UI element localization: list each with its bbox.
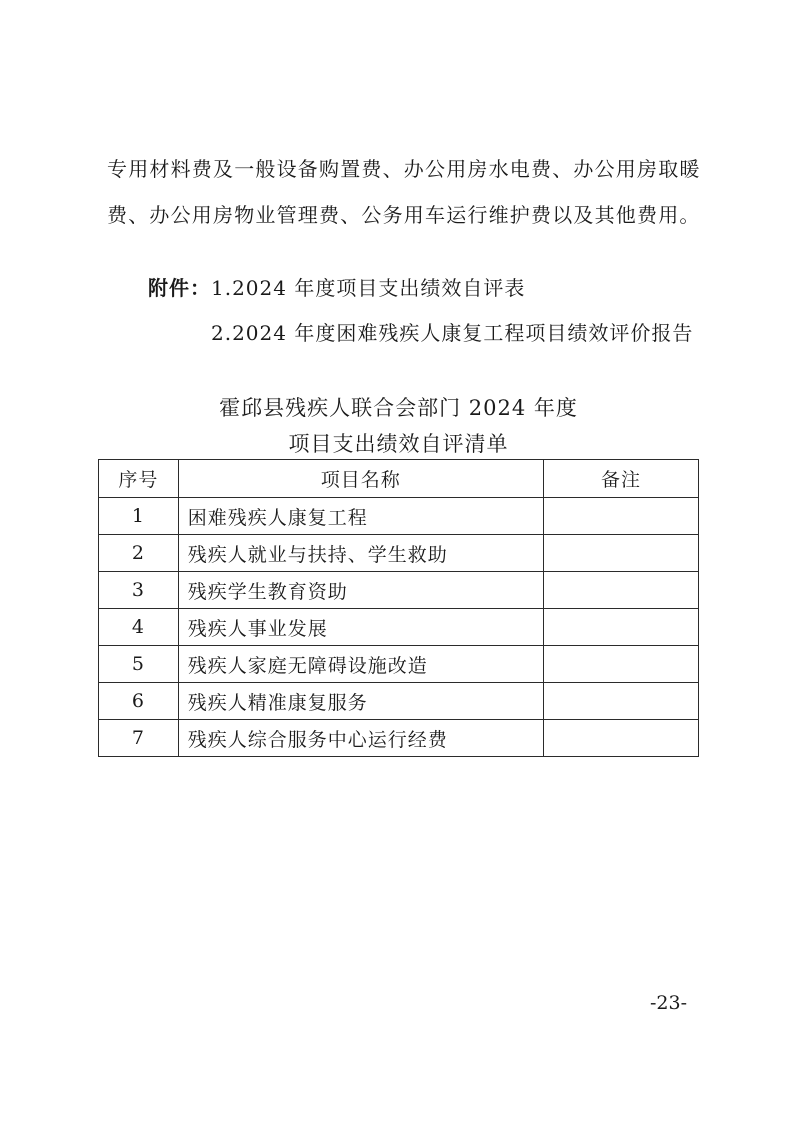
paragraph-line-2: 费、办公用房物业管理费、公务用车运行维护费以及其他费用。 xyxy=(107,203,701,227)
attachment-line-1 xyxy=(148,269,525,307)
table-row xyxy=(99,572,699,609)
table-row xyxy=(99,535,699,572)
table-title-line-1: 霍邱县残疾人联合会部门 2024 年度 xyxy=(219,396,578,420)
cell-seq: 4 xyxy=(99,609,179,646)
attachment-label: 附件： xyxy=(148,276,211,300)
table-row xyxy=(99,646,699,683)
cell-seq: 3 xyxy=(99,572,179,609)
cell-seq: 2 xyxy=(99,535,179,572)
cell-remark xyxy=(543,683,698,720)
cell-project-name: 残疾人事业发展 xyxy=(178,609,543,646)
cell-project-name: 残疾人精准康复服务 xyxy=(178,683,543,720)
cell-project-name: 残疾学生教育资助 xyxy=(178,572,543,609)
cell-seq: 6 xyxy=(99,683,179,720)
header-remark: 备注 xyxy=(543,460,698,498)
cell-project-name: 残疾人家庭无障碍设施改造 xyxy=(178,646,543,683)
project-list-table xyxy=(98,459,699,757)
paragraph-line-1: 专用材料费及一般设备购置费、办公用房水电费、办公用房取暖 xyxy=(107,157,701,181)
header-project-name: 项目名称 xyxy=(178,460,543,498)
body-paragraph xyxy=(107,146,707,238)
cell-project-name: 残疾人就业与扶持、学生救助 xyxy=(178,535,543,572)
cell-remark xyxy=(543,535,698,572)
table-title-line-2: 项目支出绩效自评清单 xyxy=(288,432,509,456)
cell-seq: 1 xyxy=(99,498,179,535)
table-row xyxy=(99,498,699,535)
cell-remark xyxy=(543,646,698,683)
attachment-item-2: 2.2024 年度困难残疾人康复工程项目绩效评价报告 xyxy=(211,321,694,345)
page-number: -23- xyxy=(650,992,688,1014)
table-row xyxy=(99,609,699,646)
table-header-row xyxy=(99,460,699,498)
table-row xyxy=(99,720,699,757)
table-row xyxy=(99,683,699,720)
cell-project-name: 残疾人综合服务中心运行经费 xyxy=(178,720,543,757)
cell-remark xyxy=(543,609,698,646)
cell-remark xyxy=(543,720,698,757)
attachment-item-1: 1.2024 年度项目支出绩效自评表 xyxy=(211,276,526,300)
cell-project-name: 困难残疾人康复工程 xyxy=(178,498,543,535)
cell-remark xyxy=(543,498,698,535)
cell-seq: 7 xyxy=(99,720,179,757)
cell-remark xyxy=(543,572,698,609)
cell-seq: 5 xyxy=(99,646,179,683)
header-seq: 序号 xyxy=(99,460,179,498)
